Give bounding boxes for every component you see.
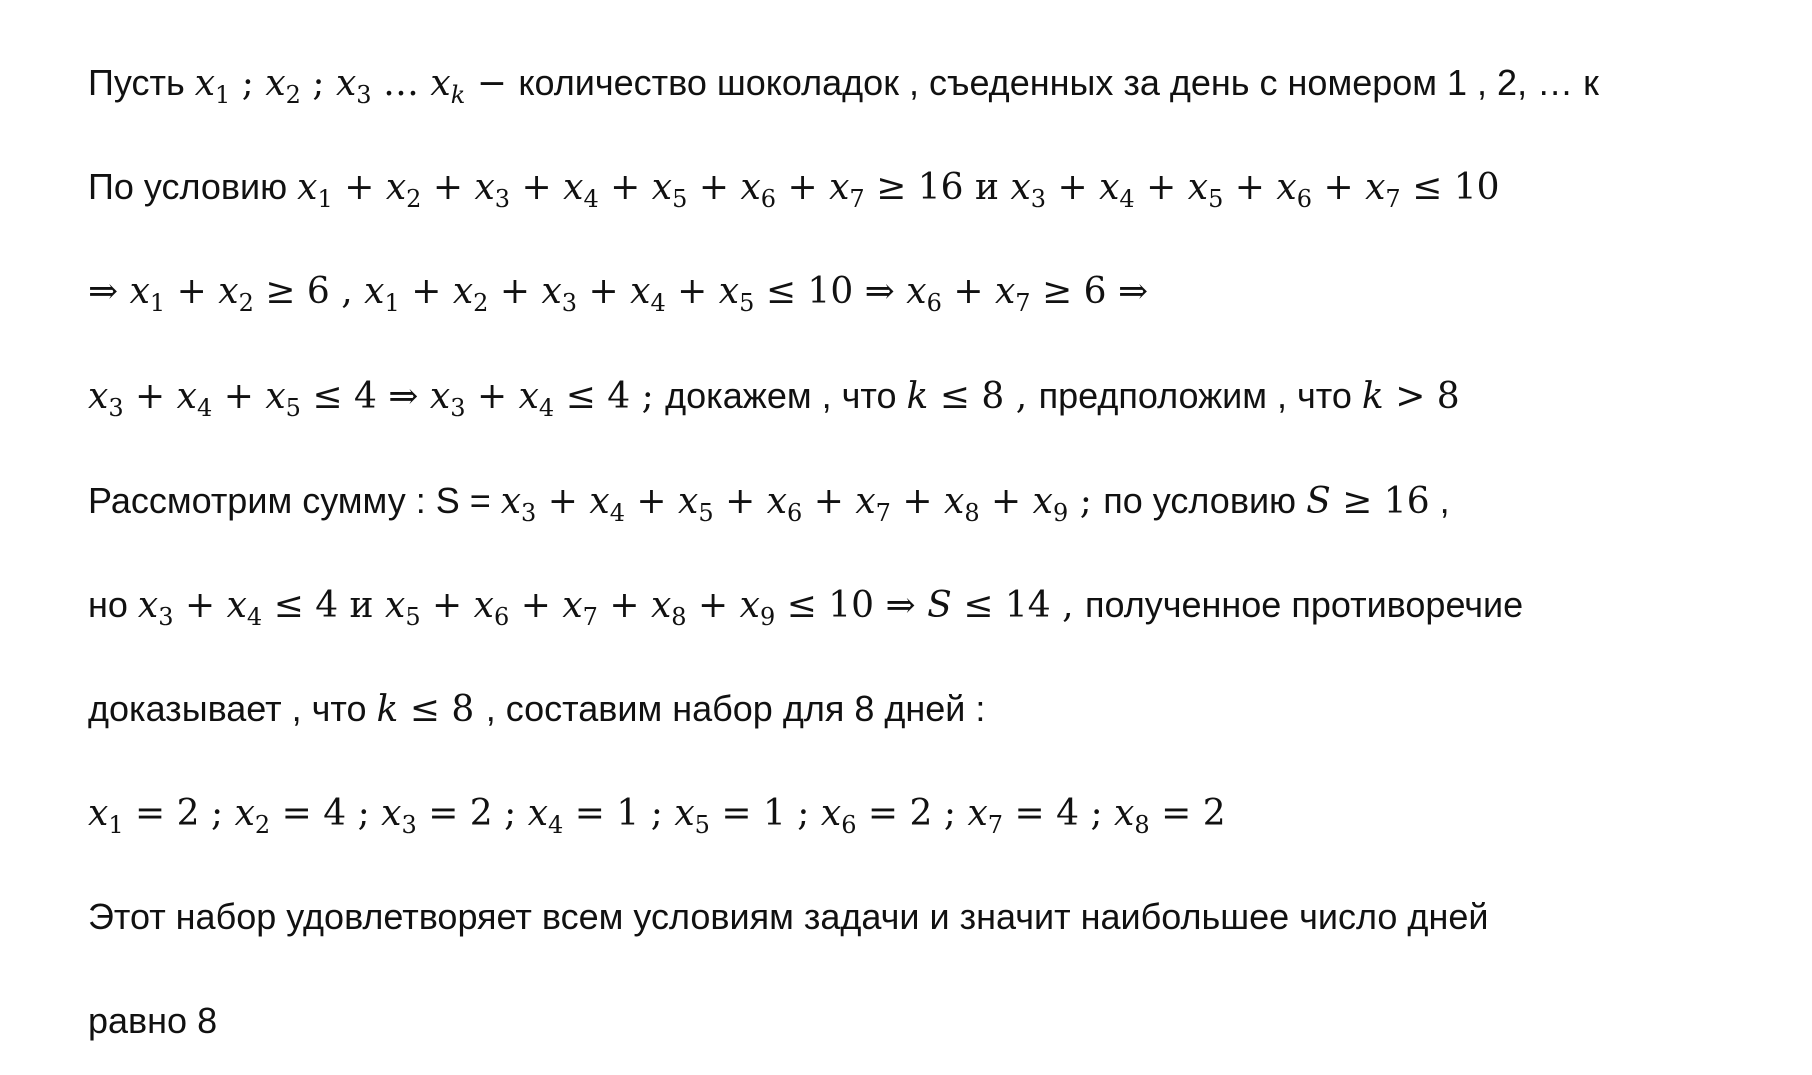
line-contradiction — [88, 575, 1788, 635]
math-segment: $x_3 + x_4 + x_5 + x_6 + x_7 + x_8 + x_9$ ; — [500, 481, 1104, 527]
line-example-set — [88, 783, 1788, 843]
line-implication-2 — [88, 366, 1788, 426]
text-segment: По условию — [88, 166, 298, 207]
text-segment: докажем , что — [665, 375, 907, 416]
math-segment: $x_1$ ; $x_2$ ; $x_3$ … $x_k$ − — [194, 63, 519, 109]
math-segment: $x_3 + x_4 + x_5 \le 4$ ⇒ $x_3 + x_4 \le 4$ ; — [88, 376, 666, 422]
math-segment: k ≤ 8 , — [906, 376, 1039, 417]
math-segment: $x_1 + x_2 + x_3 + x_4 + x_5 + x_6 + x_7 \ge 16$ и $x_3 + x_4 + x_5 + x_6 + x_7 \le 10$ — [297, 167, 1500, 213]
math-segment: $x_1 = 2$ ; $x_2 = 4$ ; $x_3 = 2$ ; $x_4 = 1$ ; $x_5 = 1$ ; $x_6 = 2$ ; $x_7 = 4$ ; $x_8 = 2$ — [88, 793, 1226, 839]
text-segment: Пусть — [88, 62, 195, 103]
text-segment: по условию — [1103, 480, 1307, 521]
text-segment: предположим , что — [1038, 375, 1362, 416]
text-segment: доказывает , что — [88, 688, 377, 729]
math-segment: k > 8 — [1361, 376, 1460, 417]
math-segment: ⇒ $x_1 + x_2 \ge 6$ , $x_1 + x_2 + x_3 + x_4 + x_5 \le 10$ ⇒ $x_6 + x_7 \ge 6$ ⇒ — [88, 271, 1149, 317]
line-sum-definition — [88, 471, 1788, 531]
text-segment: , составим набор для 8 дней : — [485, 688, 986, 729]
text-segment: равно 8 — [88, 1000, 218, 1041]
line-condition — [88, 157, 1788, 217]
text-segment: Этот набор удовлетворяет всем условиям задачи и значит наибольшее число дней — [88, 896, 1489, 937]
text-segment: , — [1429, 480, 1450, 521]
math-segment: k ≤ 8 — [376, 689, 486, 730]
text-segment: но — [88, 584, 138, 625]
line-conclusion-bound — [88, 679, 1788, 739]
line-definition — [88, 53, 1788, 113]
line-implication-1 — [88, 261, 1788, 321]
text-segment: количество шоколадок , съеденных за день с номером 1 , 2, … к — [518, 62, 1599, 103]
math-segment: S ≥ 16 — [1306, 481, 1430, 522]
line-final-2 — [88, 991, 1788, 1051]
line-final-1 — [88, 887, 1788, 947]
text-segment: полученное противоречие — [1085, 584, 1524, 625]
math-segment: $x_3 + x_4 \le 4$ и $x_5 + x_6 + x_7 + x_8 + x_9 \le 10$ ⇒ S ≤ 14 , — [137, 585, 1086, 631]
text-segment: Рассмотрим сумму : S = — [88, 480, 501, 521]
